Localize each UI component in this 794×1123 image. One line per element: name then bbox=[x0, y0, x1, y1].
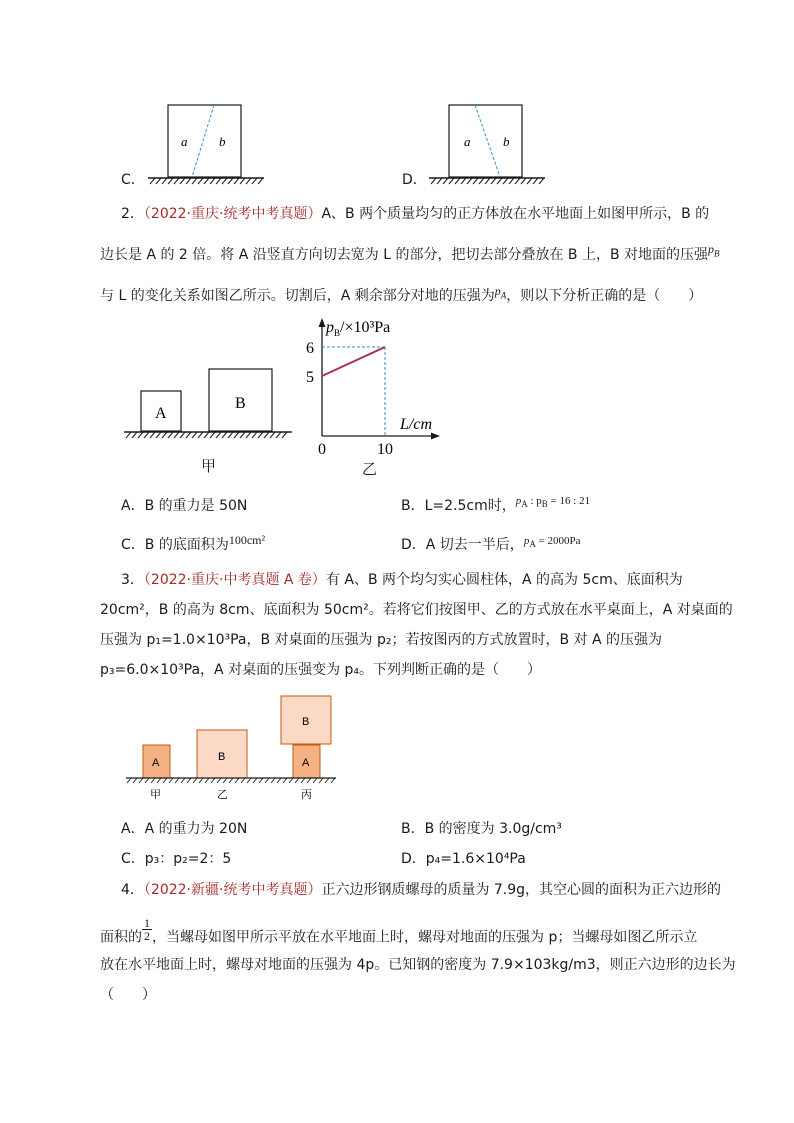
q2-figure-jia bbox=[124, 365, 299, 445]
q3-line1 bbox=[121, 570, 683, 590]
face-b-label: b bbox=[219, 134, 226, 149]
q4-fraction bbox=[142, 917, 152, 942]
face-a-label: a bbox=[181, 134, 188, 149]
q3-option-b[interactable]: B．B 的密度为 3.0g/cm³ bbox=[401, 821, 562, 837]
q4-number: 4． bbox=[121, 882, 144, 898]
frac-den: 2 bbox=[144, 929, 150, 943]
q3-option-a[interactable]: A．A 的重力为 20N bbox=[121, 821, 248, 837]
d-sub: A bbox=[529, 539, 536, 550]
block-b1-label: B bbox=[218, 751, 226, 763]
q3-source: （2022·重庆·中考真题 A 卷） bbox=[143, 572, 326, 588]
caption-bing: 丙 bbox=[301, 788, 312, 801]
block-b-label: B bbox=[235, 395, 246, 412]
q2-option-c-value: 100cm² bbox=[228, 533, 266, 547]
option-d-label: D． bbox=[402, 172, 427, 188]
tick-x0: 0 bbox=[318, 441, 326, 458]
option-c-label: C． bbox=[121, 172, 145, 188]
series-line bbox=[322, 347, 385, 376]
q2-number: 2． bbox=[121, 206, 144, 222]
q3-line3: 压强为 p₁=1.0×10³Pa，B 对桌面的压强为 p₂；若按图丙的方式放置时，B 对 A 的压强为 bbox=[100, 632, 663, 648]
block-b2-label: B bbox=[302, 716, 310, 728]
b-sub2: B bbox=[541, 499, 548, 510]
q2-option-a[interactable]: A．B 的重力是 50N bbox=[121, 498, 248, 514]
q1-figure-d bbox=[420, 100, 680, 190]
caption-yi: 乙 bbox=[217, 788, 228, 801]
face-b-label: b bbox=[503, 134, 510, 149]
q2-text-3b: ，则以下分析正确的是（ ） bbox=[506, 288, 703, 304]
frac-num: 1 bbox=[144, 916, 150, 930]
q2-text-3a: 与 L 的变化关系如图乙所示。切割后，A 剩余部分对地的压强为 bbox=[100, 288, 495, 304]
ylabel-sub: B bbox=[334, 328, 341, 338]
q3-option-c[interactable]: C．p₃：p₂=2：5 bbox=[121, 851, 232, 867]
q4-text-2b: ，当螺母如图甲所示平放在水平地面上时，螺母对地面的压强为 p；当螺母如图乙所示立 bbox=[152, 929, 698, 946]
pb-symbol: p bbox=[708, 242, 715, 256]
q2-line3 bbox=[100, 286, 702, 310]
q2-text-2: 边长是 A 的 2 倍。将 A 沿竖直方向切去宽为 L 的部分，把切去部分叠放在 B 上，B 对地面的压强 bbox=[100, 247, 709, 263]
tick-y6: 6 bbox=[306, 340, 314, 357]
q4-source: （2022·新疆·统考中考真题） bbox=[143, 882, 322, 898]
caption-jia: 甲 bbox=[150, 788, 161, 801]
q3-text-1: 有 A、B 两个均匀实心圆柱体，A 的高为 5cm、底面积为 bbox=[325, 572, 683, 588]
q4-line3: 放在水平地面上时，螺母对地面的压强为 4p。已知钢的密度为 7.9×103kg/m3，则正六边形的边长为 bbox=[100, 957, 736, 973]
q3-option-d[interactable]: D．p₄=1.6×10⁴Pa bbox=[401, 851, 526, 867]
xlabel bbox=[399, 416, 432, 433]
ylabel-p: p bbox=[326, 319, 334, 336]
svg-text:pB/×10³Pa bbox=[325, 319, 390, 338]
y-axis-arrow bbox=[319, 318, 326, 327]
pa-symbol: p bbox=[494, 284, 501, 298]
q2-option-d[interactable] bbox=[401, 535, 581, 559]
b-sub1: A bbox=[521, 499, 528, 510]
q2-option-c-prefix: C．B 的底面积为 bbox=[121, 537, 229, 553]
x-axis-arrow bbox=[431, 433, 440, 440]
pa-sub: A bbox=[500, 290, 507, 301]
q2-option-d-prefix: D．A 切去一半后， bbox=[401, 537, 524, 553]
q4-text-2a: 面积的 bbox=[100, 929, 142, 946]
q2-option-c[interactable] bbox=[121, 535, 265, 555]
q4-line2 bbox=[100, 916, 698, 950]
d-end: = 2000Pa bbox=[535, 535, 581, 547]
q3-line4: p₃=6.0×10³Pa，A 对桌面的压强变为 p₄。下列判断正确的是（ ） bbox=[100, 662, 542, 678]
tick-y5: 5 bbox=[306, 369, 314, 386]
tick-x10: 10 bbox=[377, 441, 393, 458]
b-p1: p bbox=[515, 495, 522, 507]
b-mid: : p bbox=[527, 495, 542, 507]
q3-number: 3． bbox=[121, 572, 144, 588]
q4-line1 bbox=[121, 880, 721, 900]
q2-option-b-prefix: B．L=2.5cm时， bbox=[401, 498, 516, 514]
q2-text-1: A、B 两个质量均匀的正方体放在水平地面上如图甲所示，B 的 bbox=[321, 206, 710, 222]
q2-option-b[interactable] bbox=[401, 496, 590, 520]
caption-yi: 乙 bbox=[362, 460, 378, 478]
q2-source: （2022·重庆·统考中考真题） bbox=[143, 206, 322, 222]
xlabel-text: L/cm bbox=[400, 416, 432, 433]
block-a2-label: A bbox=[302, 757, 310, 769]
block-a-label: A bbox=[155, 405, 167, 422]
q2-line1 bbox=[121, 204, 709, 224]
face-a-label: a bbox=[464, 134, 471, 149]
q3-figure bbox=[124, 690, 344, 815]
b-end: = 16 : 21 bbox=[547, 495, 591, 507]
q2-graph-yi bbox=[300, 312, 450, 467]
q3-line2: 20cm²，B 的高为 8cm、底面积为 50cm²。若将它们按图甲、乙的方式放在水平桌面上，A 对桌面的 bbox=[100, 602, 733, 618]
q2-line2 bbox=[100, 242, 720, 269]
pb-sub: B bbox=[714, 248, 720, 259]
q1-figure-c bbox=[140, 100, 400, 190]
ylabel-unit: /×10³Pa bbox=[340, 319, 391, 336]
caption-jia: 甲 bbox=[201, 457, 217, 475]
d-p: p bbox=[523, 535, 530, 547]
q4-text-1: 正六边形钢质螺母的质量为 7.9g，其空心圆的面积为正六边形的 bbox=[321, 882, 722, 898]
q4-line4: （ ） bbox=[100, 987, 156, 1003]
block-a1-label: A bbox=[152, 757, 160, 769]
